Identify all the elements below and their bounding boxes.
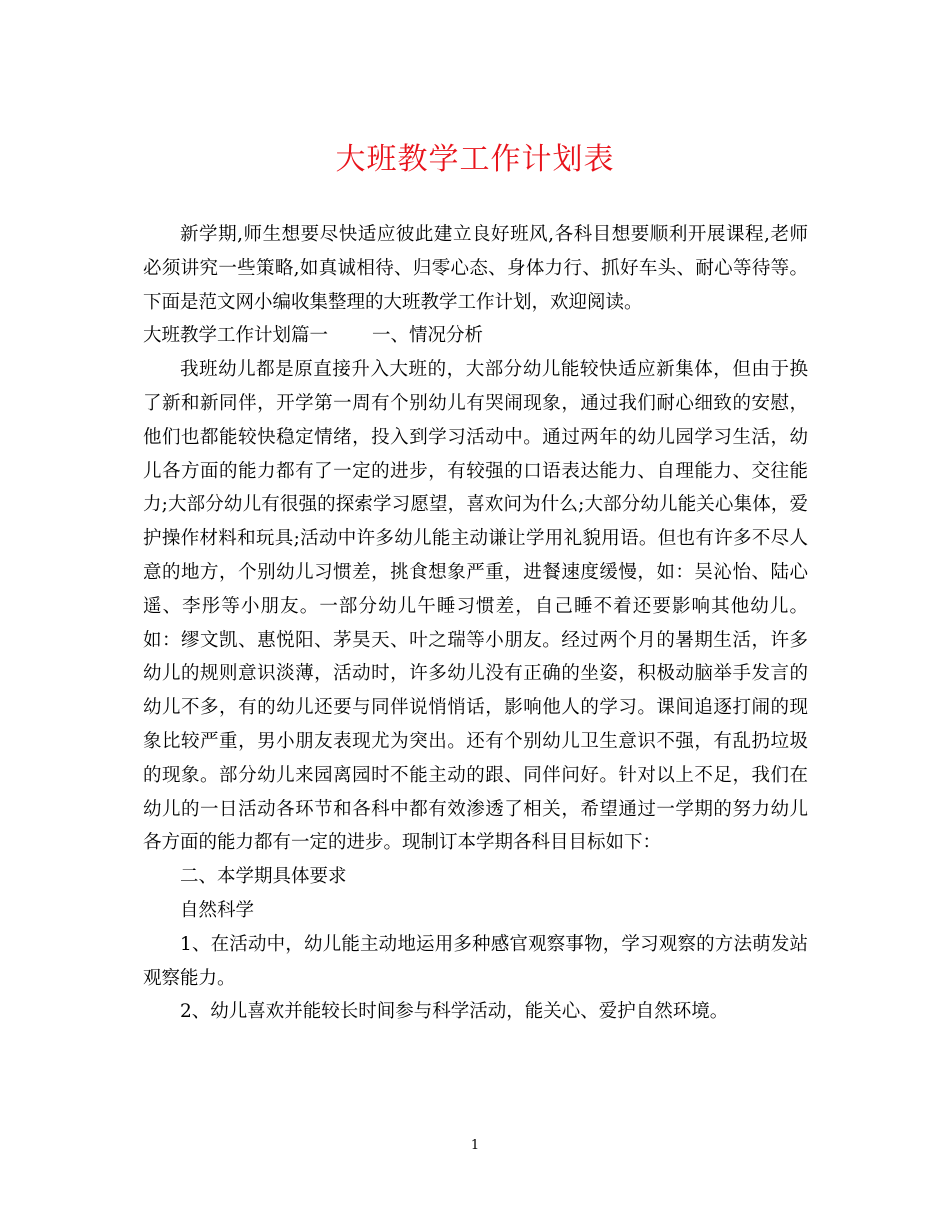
part2-heading: 二、本学期具体要求 xyxy=(180,866,347,888)
list-item-2: 2、幼儿喜欢并能较长时间参与科学活动，能关心、爱护自然环境。 xyxy=(180,1001,729,1023)
intro-paragraph: 新学期,师生想要尽快适应彼此建立良好班风,各科目想要顺利开展课程,老师必须讲究一些策略,如真诚相待、归零心态、身体力行、抓好车头、耐心等待等。下面是范文网小编收集整理的大班教学工作计划，欢迎阅读。 xyxy=(143,224,808,313)
document-body xyxy=(143,218,808,1029)
document-title: 大班教学工作计划表 xyxy=(335,142,615,177)
section-heading-line xyxy=(143,319,808,353)
subject-heading: 自然科学 xyxy=(180,899,255,921)
part1-paragraph: 我班幼儿都是原直接升入大班的，大部分幼儿能较快适应新集体，但由于换了新和新同伴，开学第一周有个别幼儿有哭闹现象，通过我们耐心细致的安慰，他们也都能较快稳定情绪，投入到学习活动中。通过两年的幼儿园学习生活，幼儿各方面的能力都有了一定的进步，有较强的口语表达能力、自理能力、交往能力;大部分幼儿有很强的探索学习愿望，喜欢问为什么;大部分幼儿能关心集体，爱护操作材料和玩具;活动中许多幼儿能主动谦让学用礼貌用语。但也有许多不尽人意的地方，个别幼儿习惯差，挑食想象严重，进餐速度缓慢，如：吴沁怡、陆心遥、李彤等小朋友。一部分幼儿午睡习惯差，自己睡不着还要影响其他幼儿。如：缪文凯、惠悦阳、茅昊天、叶之瑞等小朋友。经过两个月的暑期生活，许多幼儿的规则意识淡薄，活动时，许多幼儿没有正确的坐姿，积极动脑举手发言的幼儿不多，有的幼儿还要与同伴说悄悄话，影响他人的学习。课间追逐打闹的现象比较严重，男小朋友表现尤为突出。还有个别幼儿卫生意识不强，有乱扔垃圾的现象。部分幼儿来园离园时不能主动的跟、同伴问好。针对以上不足，我们在幼儿的一日活动各环节和各科中都有效渗透了相关，希望通过一学期的努力幼儿各方面的能力都有一定的进步。现制订本学期各科目目标如下： xyxy=(143,359,808,854)
list-item-1: 1、在活动中，幼儿能主动地运用多种感官观察事物，学习观察的方法萌发站观察能力。 xyxy=(143,933,808,989)
section-title: 大班教学工作计划篇一 xyxy=(143,325,329,347)
part1-heading: 一、情况分析 xyxy=(372,325,484,347)
page-number: 1 xyxy=(470,1138,480,1153)
